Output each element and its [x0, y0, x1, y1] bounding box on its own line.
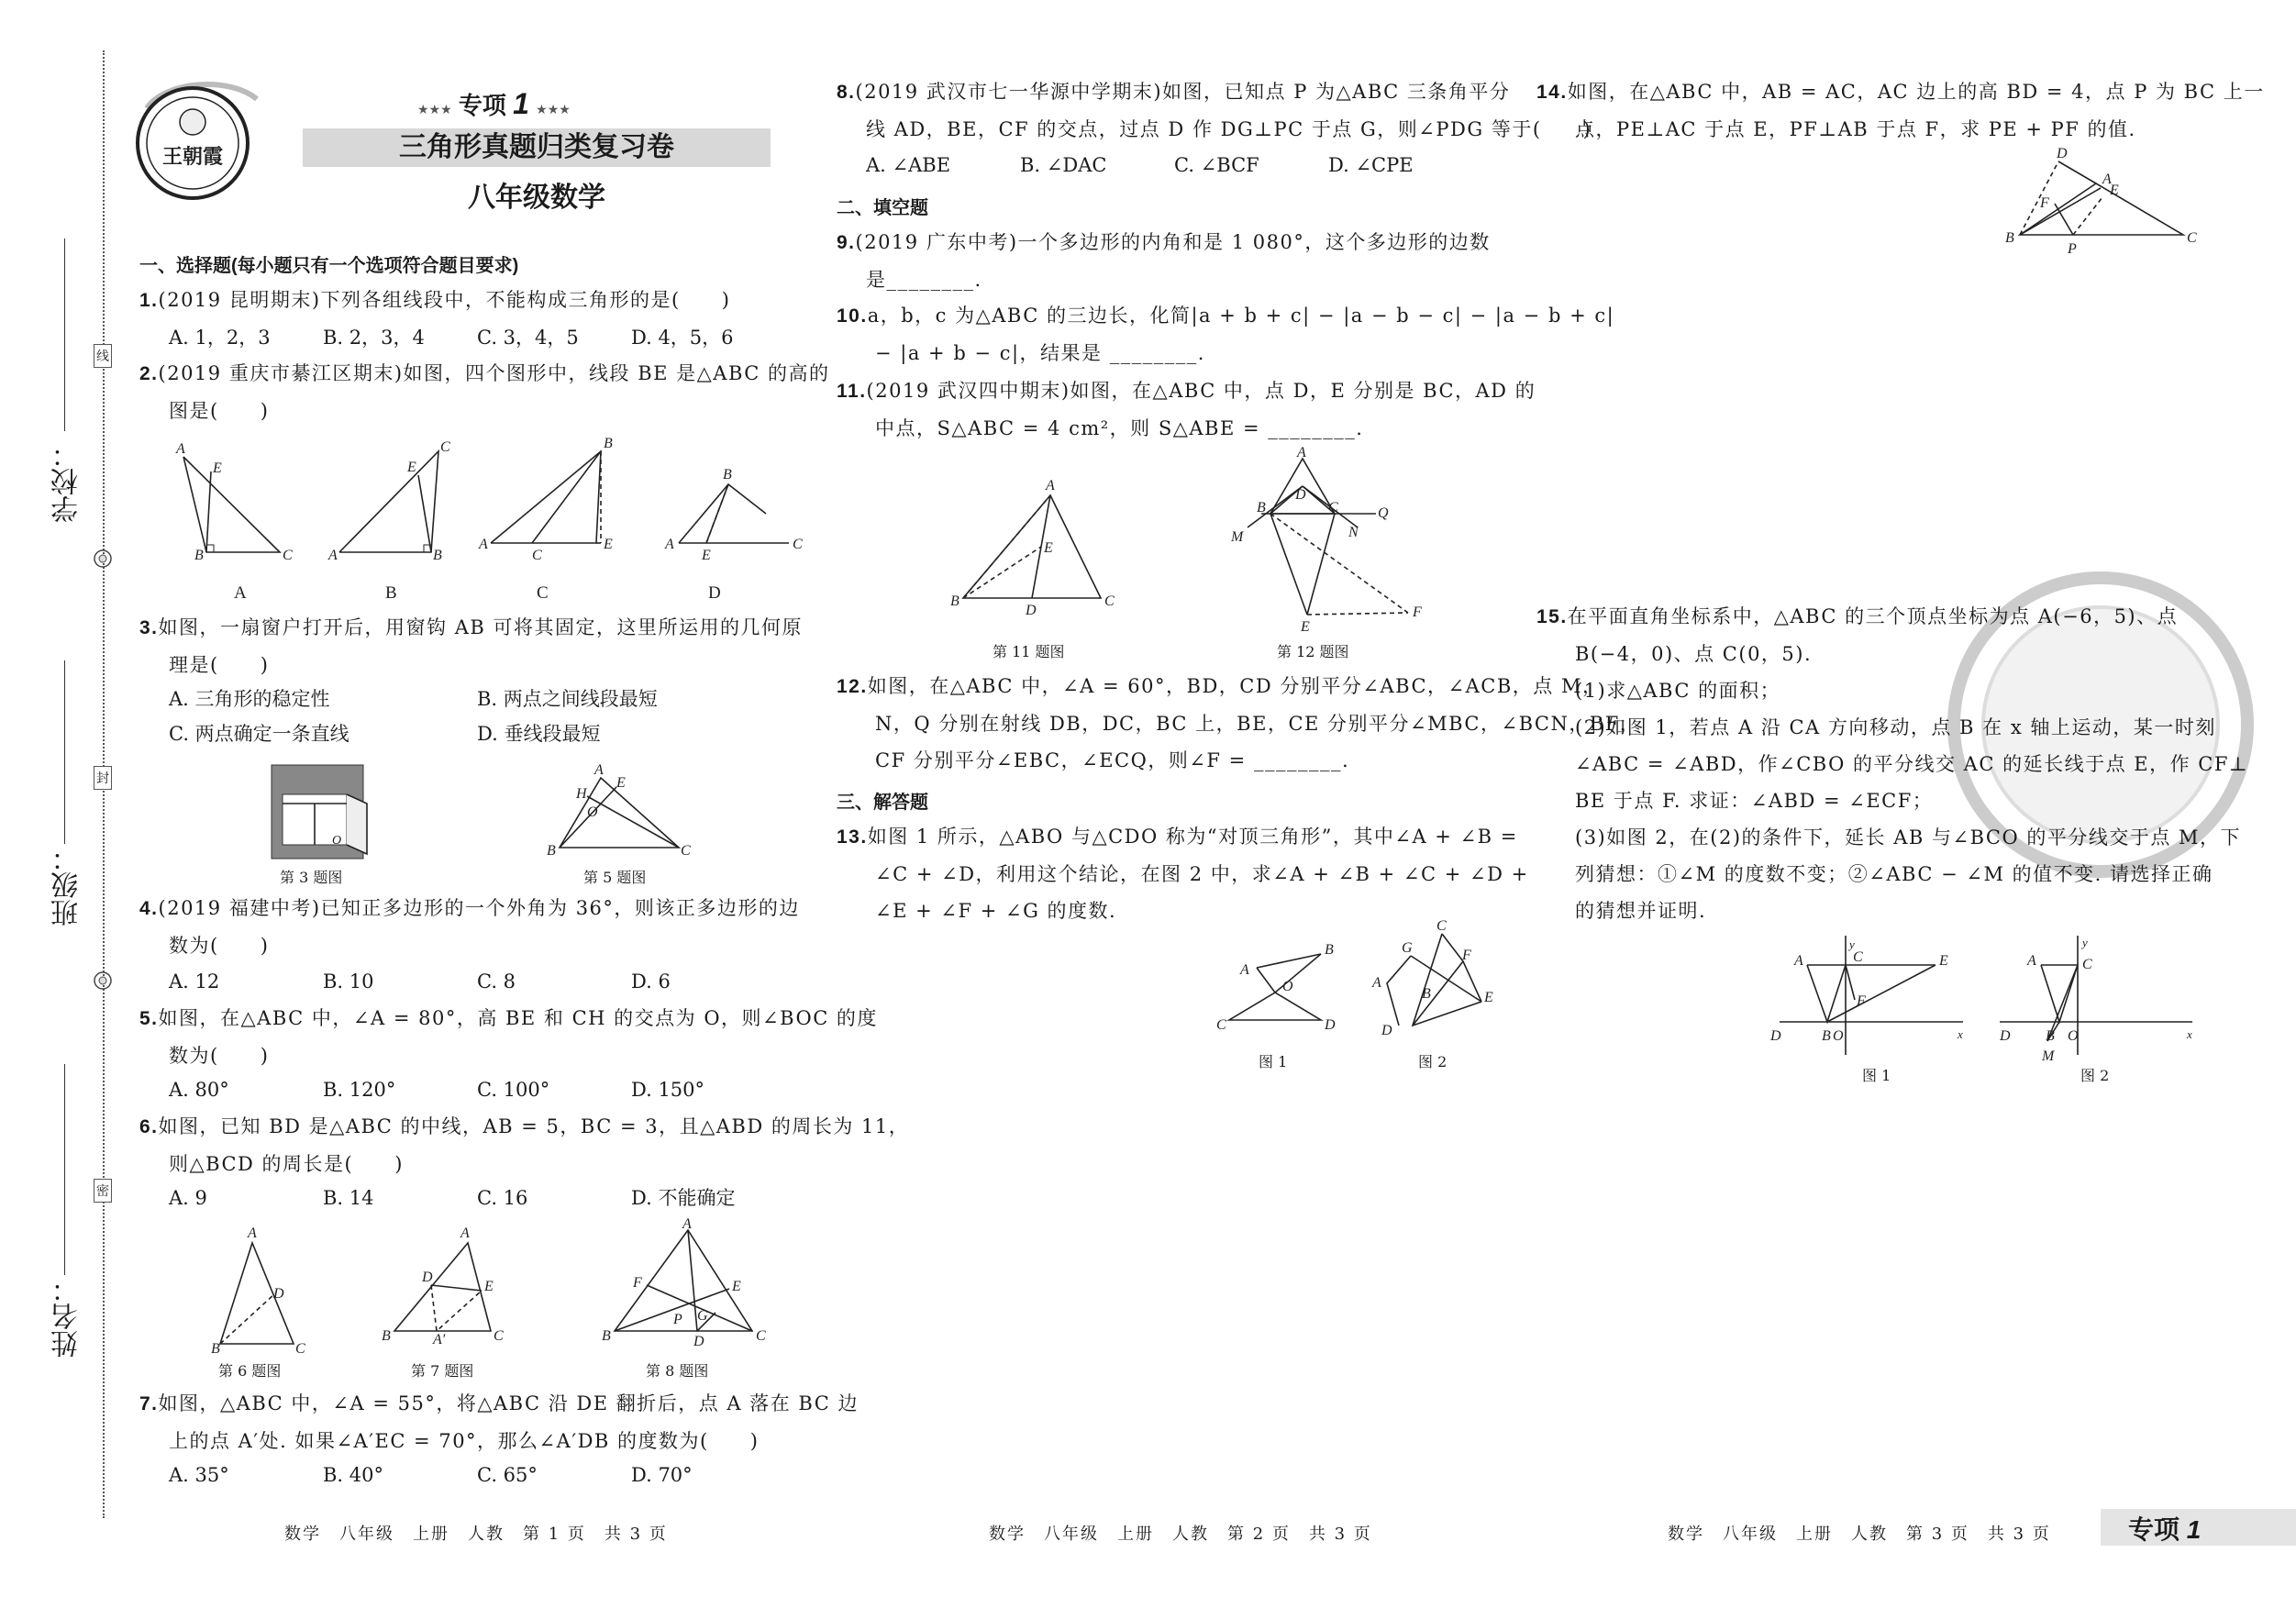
question-text: (2019 武汉市七一华源中学期末)如图，已知点 P 为△ABC 三条角平分 [855, 81, 1511, 103]
svg-text:Q: Q [1378, 505, 1389, 521]
question-number: 13. [837, 826, 868, 848]
question-number: 12. [837, 676, 868, 697]
question-number: 11. [837, 381, 867, 402]
svg-text:A: A [682, 1216, 692, 1232]
q15-figures [1770, 926, 2211, 1082]
question-text: 是________. [866, 269, 982, 291]
question-10 [837, 297, 1614, 372]
svg-text:M: M [1231, 529, 1244, 545]
question-number: 14. [1536, 82, 1568, 103]
caption-q7: 第 7 题图 [411, 1362, 474, 1380]
svg-text:A: A [248, 1225, 257, 1241]
question-1 [139, 282, 730, 319]
option-b: B. 2，3，4 [323, 327, 425, 349]
question-text: 在平面直角坐标系中，△ABC 的三个顶点坐标为点 A(−6，5)、点 [1567, 605, 2179, 627]
option-d: D. 6 [631, 970, 671, 993]
svg-text:D: D [273, 1286, 284, 1302]
question-text: 理是( ) [169, 654, 270, 676]
option-b: B. 120° [323, 1079, 396, 1101]
svg-text:C: C [756, 1328, 766, 1344]
caption-q11: 第 11 题图 [993, 643, 1065, 660]
svg-text:B: B [433, 548, 442, 563]
svg-text:B: B [2005, 230, 2014, 246]
caption-q12: 第 12 题图 [1277, 643, 1349, 660]
question-number: 4. [139, 898, 159, 919]
svg-text:B: B [723, 467, 732, 482]
option-c: C. 65° [477, 1464, 538, 1486]
question-text: 线 AD，BE，CF 的交点，过点 D 作 DG⊥PC 于点 G，则∠PDG 等于( ) [866, 118, 1592, 140]
question-9 [837, 224, 1491, 298]
binding-secret-word: 密 [94, 1179, 112, 1203]
badge-number: 1 [513, 87, 529, 120]
option-a: A. 35° [169, 1464, 229, 1486]
question-number: 8. [837, 82, 856, 103]
question-text: 列猜想：①∠M 的度数不变；②∠ABC − ∠M 的值不变. 请选择正确 [1575, 863, 2213, 885]
question-text: ∠E + ∠F + ∠G 的度数. [875, 900, 1117, 922]
question-text: (2)如图 1，若点 A 沿 CA 方向移动，点 B 在 x 轴上运动，某一时刻 [1575, 716, 2216, 738]
svg-text:C: C [793, 537, 803, 552]
svg-text:A: A [594, 762, 604, 778]
question-text: CF 分别平分∠EBC，∠ECQ，则∠F = ________. [875, 749, 1350, 771]
question-13 [837, 818, 1529, 929]
q6-figure [211, 1225, 305, 1357]
binding-ring-icon [90, 546, 116, 571]
question-text: 如图，在△ABC 中，∠A = 80°，高 BE 和 CH 的交点为 O，则∠BOC 的度 [158, 1007, 878, 1029]
question-text: 数为( ) [169, 935, 270, 957]
question-text: 如图，△ABC 中，∠A = 55°，将△ABC 沿 DE 翻折后，点 A 落在 BC 边 [158, 1392, 859, 1414]
q3-window-figure [272, 765, 367, 859]
svg-text:A: A [1372, 975, 1381, 991]
q15-figure-1 [1769, 936, 1963, 1055]
question-text: B(−4，0)、点 C(0，5). [1575, 643, 1813, 665]
q15-figure-2 [1999, 936, 2192, 1064]
figure-label-d: D [708, 583, 721, 603]
svg-text:B: B [2046, 1028, 2055, 1044]
q2-figure-d [664, 467, 803, 563]
footer-tag-label: 专项 [2128, 1515, 2180, 1544]
svg-text:B: B [1257, 500, 1266, 516]
option-c: C. 16 [477, 1187, 528, 1209]
q13-figures [1202, 917, 1514, 1055]
question-6 [139, 1108, 909, 1182]
option-c: C. ∠BCF [1174, 154, 1259, 176]
svg-text:C: C [1436, 918, 1447, 934]
svg-text:H: H [576, 786, 587, 802]
svg-text:A: A [460, 1225, 470, 1241]
svg-text:D: D [1325, 1017, 1336, 1033]
svg-text:P: P [2068, 241, 2077, 257]
q6-q8-figures [202, 1216, 771, 1362]
svg-text:D: D [2000, 1028, 2011, 1044]
svg-text:A: A [176, 441, 185, 457]
name-label: 姓名： [52, 1275, 83, 1358]
question-text: 如图，在△ABC 中，∠A = 60°，BD，CD 分别平分∠ABC，∠ACB，点 M， [867, 675, 1603, 697]
question-text: 中点，S△ABC = 4 cm²，则 S△ABE = ________. [875, 417, 1364, 439]
caption-q6: 第 6 题图 [218, 1362, 282, 1380]
svg-text:O: O [1282, 979, 1293, 994]
question-text: 点，PE⊥AC 于点 E，PF⊥AB 于点 F，求 PE + PF 的值. [1575, 118, 2136, 140]
question-number: 9. [837, 232, 856, 253]
option-d: D. 150° [631, 1079, 705, 1101]
q12-figure [1230, 445, 1422, 635]
svg-text:E: E [604, 537, 613, 552]
option-b: B. 10 [323, 970, 374, 993]
question-14 [1536, 73, 2265, 148]
svg-text:C: C [1853, 949, 1863, 965]
star-icon: ★★★ [417, 102, 452, 116]
footer-tag-text [2128, 1510, 2201, 1547]
svg-text:E: E [1301, 619, 1310, 635]
publisher-logo [128, 72, 266, 209]
q14-figure [2000, 147, 2202, 266]
svg-text:E: E [2110, 183, 2119, 198]
svg-text:D: D [1770, 1028, 1781, 1044]
question-5 [139, 1000, 878, 1074]
svg-text:C: C [494, 1328, 504, 1344]
question-number: 10. [837, 305, 868, 327]
option-a: A. 12 [169, 970, 220, 993]
svg-text:C: C [1216, 1017, 1226, 1033]
svg-text:C: C [2082, 957, 2092, 972]
q5-triangle-figure [547, 762, 691, 859]
svg-text:D: D [1026, 603, 1037, 618]
caption-q13-fig1: 图 1 [1259, 1053, 1288, 1070]
question-text: − |a + b − c|，结果是 ________. [875, 342, 1205, 364]
svg-text:C: C [2187, 230, 2197, 246]
q8-figure [602, 1216, 766, 1349]
svg-text:F: F [1413, 604, 1422, 620]
svg-text:B: B [547, 843, 556, 859]
svg-text:E: E [732, 1279, 741, 1294]
footer-tag-number: 1 [2186, 1515, 2202, 1544]
page-subtitle: 八年级数学 [468, 183, 605, 213]
question-number: 5. [139, 1008, 159, 1029]
svg-text:x: x [2187, 1027, 2192, 1041]
svg-text:D: D [1295, 487, 1306, 503]
q13-figure-2 [1371, 918, 1493, 1038]
svg-text:C: C [295, 1341, 305, 1357]
svg-text:B: B [1422, 986, 1431, 1002]
svg-text:B: B [604, 436, 613, 451]
question-text: ∠C + ∠D，利用这个结论，在图 2 中，求∠A + ∠B + ∠C + ∠D + [875, 863, 1529, 885]
question-text: (2019 广东中考)一个多边形的内角和是 1 080°，这个多边形的边数 [855, 231, 1491, 253]
svg-text:C: C [1328, 500, 1338, 516]
figure-label-a: A [234, 583, 247, 603]
svg-text:O: O [332, 834, 342, 848]
svg-text:D: D [422, 1270, 433, 1285]
question-8 [837, 73, 1592, 148]
svg-text:C: C [1104, 593, 1115, 609]
option-a: A. 三角形的稳定性 [169, 688, 330, 710]
svg-text:F: F [1857, 993, 1866, 1009]
caption-q3: 第 3 题图 [280, 869, 343, 886]
school-blank-line [64, 238, 65, 431]
svg-text:D: D [693, 1334, 704, 1349]
class-label: 班级： [52, 844, 83, 926]
q11-q12-figures [945, 445, 1440, 635]
footer-page-1: 数学 八年级 上册 人教 第 1 页 共 3 页 [284, 1525, 668, 1544]
question-7 [139, 1385, 859, 1459]
header-badge [417, 87, 571, 121]
option-a: A. ∠ABE [866, 154, 951, 176]
badge-label: 专项 [458, 92, 506, 119]
svg-text:B: B [1325, 942, 1334, 958]
question-3 [139, 609, 803, 683]
figure-label-b: B [385, 583, 397, 603]
svg-text:A: A [1297, 445, 1306, 460]
option-d: D. ∠CPE [1328, 154, 1414, 176]
svg-text:y: y [2082, 936, 2088, 949]
question-number: 6. [139, 1116, 159, 1137]
option-d: D. 70° [631, 1464, 693, 1486]
figure-label-c: C [537, 583, 549, 603]
school-label: 学校： [52, 440, 83, 523]
svg-text:F: F [1462, 948, 1471, 963]
star-icon: ★★★ [536, 102, 571, 116]
q11-figure [950, 478, 1115, 618]
svg-text:B: B [602, 1328, 611, 1344]
question-text: 如图，一扇窗户打开后，用窗钩 AB 可将其固定，这里所运用的几何原 [158, 616, 803, 638]
question-text: ∠ABC = ∠ABD，作∠CBO 的平分线交 AC 的延长线于点 E，作 CF⊥ [1575, 753, 2249, 775]
option-b: B. 两点之间线段最短 [477, 688, 658, 710]
question-15 [1536, 598, 2248, 929]
question-text: 上的点 A′处. 如果∠A′EC = 70°，那么∠A′DB 的度数为( ) [169, 1430, 760, 1452]
question-2 [139, 355, 830, 429]
svg-text:E: E [616, 775, 626, 791]
svg-text:N: N [1348, 525, 1359, 540]
option-c: C. 3，4，5 [477, 327, 579, 349]
question-text: 如图，已知 BD 是△ABC 的中线，AB = 5，BC = 3，且△ABD 的周长为 11， [158, 1115, 910, 1137]
question-text: 如图 1 所示，△ABO 与△CDO 称为“对顶三角形”，其中∠A + ∠B = [867, 826, 1518, 848]
question-number: 3. [139, 617, 159, 638]
question-4 [139, 890, 800, 964]
svg-text:C: C [440, 439, 450, 455]
svg-text:A: A [2027, 953, 2036, 969]
option-c: C. 8 [477, 970, 516, 993]
svg-text:G: G [697, 1308, 708, 1324]
svg-text:B: B [211, 1341, 220, 1357]
class-blank-line [64, 660, 65, 844]
question-text: (2019 重庆市綦江区期末)如图，四个图形中，线段 BE 是△ABC 的高的 [158, 362, 830, 384]
question-text: 的猜想并证明. [1575, 900, 1707, 922]
svg-text:A: A [479, 537, 488, 552]
option-b: B. 40° [323, 1464, 384, 1486]
svg-text:P: P [673, 1312, 682, 1327]
svg-text:x: x [1958, 1027, 1963, 1041]
q13-figure-1 [1216, 942, 1336, 1033]
svg-text:E: E [407, 460, 416, 475]
caption-q5: 第 5 题图 [583, 869, 647, 886]
option-c: C. 100° [477, 1079, 550, 1101]
page-title: 三角形真题归类复习卷 [399, 132, 674, 162]
question-text: N，Q 分别在射线 DB，DC，BC 上，BE，CE 分别平分∠MBC，∠BCN，BF， [875, 713, 1641, 735]
footer-page-3: 数学 八年级 上册 人教 第 3 页 共 3 页 [1668, 1525, 2051, 1544]
svg-text:A: A [665, 537, 674, 552]
svg-text:A: A [328, 548, 338, 563]
question-11 [837, 372, 1536, 447]
binding-seal-word: 封 [94, 766, 112, 790]
q2-figure-c [478, 436, 613, 563]
svg-text:F: F [2040, 195, 2049, 211]
svg-text:A′: A′ [433, 1332, 446, 1347]
svg-text:B: B [1822, 1028, 1831, 1044]
question-text: (2019 武汉四中期末)如图，在△ABC 中，点 D，E 分别是 BC，AD 的 [866, 380, 1536, 402]
option-a: A. 1，2，3 [169, 327, 271, 349]
svg-text:D: D [2057, 146, 2068, 161]
question-text: (2019 福建中考)已知正多边形的一个外角为 36°，则该正多边形的边 [158, 897, 800, 919]
footer-page-2: 数学 八年级 上册 人教 第 2 页 共 3 页 [989, 1525, 1372, 1544]
svg-text:A: A [1794, 953, 1803, 969]
option-d: D. 垂线段最短 [477, 723, 601, 745]
question-text: 如图，在△ABC 中，AB = AC，AC 边上的高 BD = 4，点 P 为 BC 上一 [1567, 81, 2265, 103]
question-number: 7. [139, 1393, 159, 1414]
svg-text:C: C [532, 548, 542, 563]
q7-figure [382, 1225, 504, 1347]
svg-text:O: O [587, 804, 598, 820]
option-a: A. 9 [169, 1187, 207, 1209]
option-b: B. ∠DAC [1020, 154, 1107, 176]
question-number: 2. [139, 363, 159, 384]
svg-text:B: B [950, 593, 959, 609]
question-text: (1)求△ABC 的面积； [1575, 680, 1781, 702]
question-text: (2019 昆明期末)下列各组线段中，不能构成三角形的是( ) [158, 289, 731, 311]
question-number: 15. [1536, 606, 1568, 627]
name-blank-line [64, 1064, 65, 1275]
section-choice: 一、选择题(每小题只有一个选项符合题目要求) [139, 256, 519, 276]
svg-text:C: C [681, 843, 691, 859]
caption-q15-fig2: 图 2 [2080, 1067, 2110, 1084]
section-solve: 三、解答题 [837, 793, 928, 813]
option-d: D. 4，5，6 [631, 327, 734, 349]
svg-text:y: y [1849, 937, 1855, 951]
svg-text:G: G [1402, 940, 1413, 956]
section-fill: 二、填空题 [837, 198, 928, 218]
caption-q8: 第 8 题图 [646, 1362, 709, 1380]
svg-text:E: E [484, 1279, 494, 1294]
svg-text:O: O [2068, 1028, 2079, 1044]
svg-text:A: A [1046, 478, 1055, 494]
option-d: D. 不能确定 [631, 1187, 736, 1209]
svg-text:F: F [633, 1275, 642, 1291]
caption-q13-fig2: 图 2 [1418, 1053, 1447, 1070]
svg-text:E: E [1484, 990, 1493, 1005]
question-number: 1. [139, 290, 159, 311]
question-text: 则△BCD 的周长是( ) [169, 1153, 404, 1175]
question-text: BE 于点 F. 求证：∠ABD = ∠ECF； [1575, 790, 1934, 812]
svg-text:B: B [194, 548, 204, 563]
binding-ring-icon [90, 968, 116, 993]
svg-text:O: O [1833, 1028, 1844, 1044]
option-b: B. 14 [323, 1187, 374, 1209]
svg-text:C: C [283, 548, 293, 563]
q2-figure-a [175, 441, 293, 563]
question-text: 数为( ) [169, 1045, 270, 1067]
svg-text:E: E [1939, 953, 1948, 969]
option-c: C. 两点确定一条直线 [169, 723, 349, 745]
svg-text:A: A [1240, 962, 1249, 978]
option-a: A. 80° [169, 1079, 229, 1101]
question-text: a，b，c 为△ABC 的三边长，化简|a + b + c| − |a − b − c| − |a − b + c| [867, 305, 1615, 327]
question-12 [837, 668, 1640, 779]
q2-figure-b [327, 439, 450, 563]
svg-text:E: E [213, 460, 222, 476]
caption-q15-fig1: 图 1 [1862, 1067, 1891, 1084]
svg-text:E: E [1044, 540, 1053, 556]
question-text: 图是( ) [169, 400, 270, 422]
svg-text:M: M [2042, 1048, 2055, 1064]
binding-line-word: 线 [94, 344, 112, 368]
svg-text:D: D [1381, 1023, 1392, 1038]
svg-text:A: A [2102, 172, 2112, 187]
svg-text:E: E [702, 548, 711, 563]
q2-figures [165, 436, 807, 605]
logo-text: 王朝霞 [161, 145, 224, 169]
svg-text:B: B [382, 1328, 391, 1344]
question-text: (3)如图 2，在(2)的条件下，延长 AB 与∠BCO 的平分线交于点 M，下 [1575, 826, 2242, 848]
